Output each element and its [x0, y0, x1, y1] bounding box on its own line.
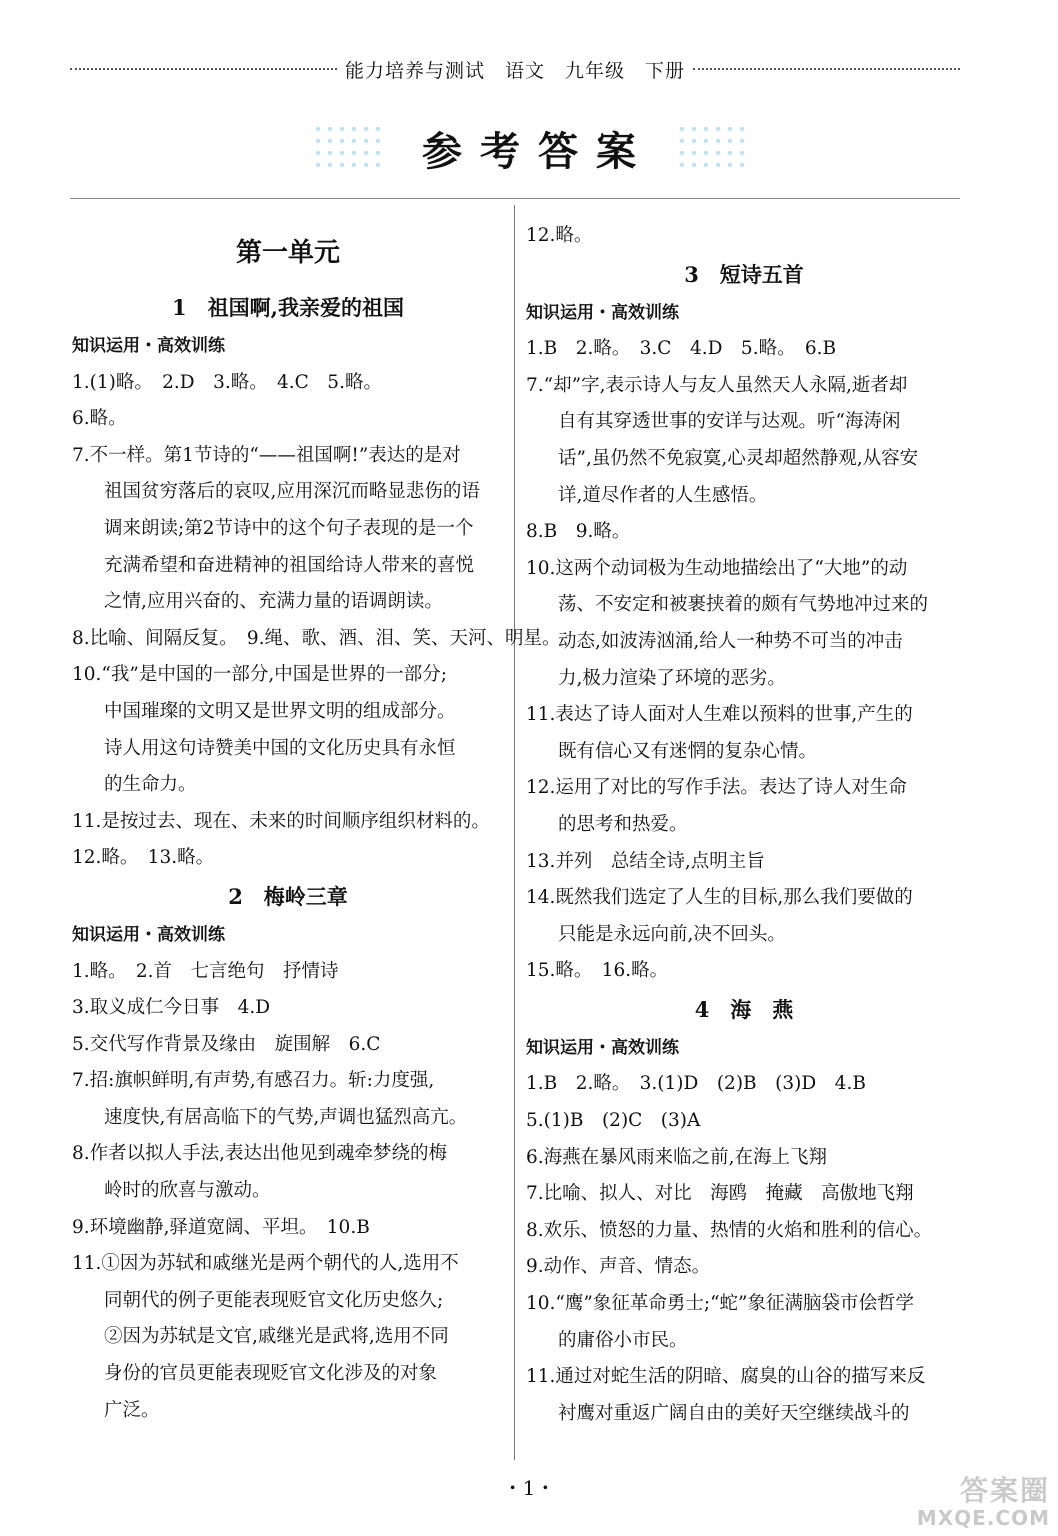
answer-line: 8.作者以拟人手法,表达出他见到魂牵梦绕的梅 — [72, 1143, 448, 1165]
answer-line: 7.招:旗帜鲜明,有声势,有感召力。斩:力度强, — [72, 1070, 435, 1092]
answer-line: 5.(1)B (2)C (3)A — [526, 1110, 701, 1132]
answer-line: 9.动作、声音、情态。 — [526, 1256, 711, 1278]
right-column — [526, 218, 962, 1432]
answer-line: 1.B 2.略。 3.(1)D (2)B (3)D 4.B — [526, 1073, 866, 1095]
answer-line: 3.取义成仁今日事 4.D — [72, 997, 271, 1019]
answer-line-continued: 中国璀璨的文明又是世界文明的组成部分。 — [104, 700, 456, 722]
title-area — [0, 118, 1058, 178]
watermark-logo — [860, 1475, 1050, 1535]
answer-line-continued: 身份的官员更能表现贬官文化涉及的对象 — [104, 1363, 438, 1385]
title-rule — [70, 198, 960, 199]
answer-line: 5.交代写作背景及缘由 旋围解 6.C — [72, 1033, 381, 1055]
answer-line: 15.略。 16.略。 — [526, 960, 669, 982]
answer-line: 11.①因为苏轼和戚继光是两个朝代的人,选用不 — [72, 1253, 459, 1275]
answer-line: 1.(1)略。 2.D 3.略。 4.C 5.略。 — [72, 371, 382, 393]
answer-line-continued: 的庸俗小市民。 — [558, 1329, 688, 1351]
answer-line: 8.欢乐、愤怒的力量、热情的火焰和胜利的信心。 — [526, 1219, 933, 1241]
header-dots-right — [693, 68, 960, 70]
answer-line-continued: 诗人用这句诗赞美中国的文化历史具有永恒 — [104, 737, 456, 759]
answer-line-continued: 速度快,有居高临下的气势,声调也猛烈高亢。 — [104, 1106, 468, 1128]
answer-line: 11.是按过去、现在、未来的时间顺序组织材料的。 — [72, 810, 490, 832]
answer-line: 10.“鹰”象征革命勇士;“蛇”象征满脑袋市侩哲学 — [526, 1293, 914, 1315]
answer-line-continued: ②因为苏轼是文官,戚继光是武将,选用不同 — [104, 1326, 449, 1348]
lesson-heading: 2 梅岭三章 — [228, 883, 348, 909]
answer-line-continued: 详,道尽作者的人生感悟。 — [558, 484, 768, 506]
answer-line-continued: 动态,如波涛汹涌,给人一种势不可当的冲击 — [558, 630, 903, 652]
answer-line: 11.通过对蛇生活的阴暗、腐臭的山谷的描写来反 — [526, 1366, 926, 1388]
column-divider — [514, 205, 515, 1460]
watermark-line1: 答案圈 — [959, 1474, 1050, 1507]
lesson-heading: 1 祖国啊,我亲爱的祖国 — [172, 295, 404, 320]
section-subheading: 知识运用・高效训练 — [72, 924, 225, 945]
answer-line-continued: 的思考和热爱。 — [558, 813, 688, 835]
answer-line-continued: 自有其穿透世事的安详与达观。听“海涛闲 — [558, 411, 901, 433]
header-dots-left — [70, 68, 337, 70]
answer-line: 14.既然我们选定了人生的目标,那么我们要做的 — [526, 887, 913, 909]
answer-line-continued: 之情,应用兴奋的、充满力量的语调朗读。 — [104, 591, 443, 613]
answer-line: 7.“却”字,表示诗人与友人虽然天人永隔,逝者却 — [526, 374, 908, 396]
answer-line-continued: 调来朗读;第2节诗中的这个句子表现的是一个 — [104, 517, 474, 539]
answer-line-continued: 荡、不安定和被裹挟着的颇有气势地冲过来的 — [558, 594, 929, 616]
answer-line-continued: 充满希望和奋进精神的祖国给诗人带来的喜悦 — [104, 554, 475, 576]
answer-line: 6.略。 — [72, 408, 127, 430]
answer-line: 12.略。 — [526, 225, 593, 246]
answer-line-continued: 衬鹰对重返广阔自由的美好天空继续战斗的 — [558, 1402, 910, 1424]
unit-heading: 第一单元 — [235, 238, 340, 268]
watermark-line2: MXQE.COM — [916, 1506, 1050, 1530]
answer-line: 11.表达了诗人面对人生难以预料的世事,产生的 — [526, 704, 913, 726]
answer-line-continued: 岭时的欣喜与激动。 — [104, 1180, 271, 1202]
answer-line: 12.运用了对比的写作手法。表达了诗人对生命 — [526, 777, 907, 799]
answer-line-continued: 话”,虽仍然不免寂寞,心灵却超然静观,从容安 — [558, 447, 919, 469]
section-subheading: 知识运用・高效训练 — [526, 1037, 679, 1058]
left-column — [72, 218, 561, 1429]
answer-line-continued: 的生命力。 — [104, 774, 197, 796]
title-decoration-left — [312, 123, 382, 173]
title-decoration-right — [676, 123, 746, 173]
lesson-heading: 3 短诗五首 — [684, 261, 804, 287]
answer-line-continued: 既有信心又有迷惘的复杂心情。 — [558, 740, 818, 762]
lesson-heading: 4 海 燕 — [694, 996, 794, 1022]
answer-line: 13.并列 总结全诗,点明主旨 — [526, 850, 765, 872]
section-subheading: 知识运用・高效训练 — [526, 302, 679, 323]
answer-line-continued: 力,极力渲染了环境的恶劣。 — [558, 667, 786, 689]
answer-line: 7.比喻、拟人、对比 海鸥 掩藏 高傲地飞翔 — [526, 1183, 914, 1205]
answer-line: 7.不一样。第1节诗的“——祖国啊!”表达的是对 — [72, 444, 461, 466]
answer-line-continued: 祖国贫穷落后的哀叹,应用深沉而略显悲伤的语 — [104, 481, 480, 503]
answer-line: 1.略。 2.首 七言绝句 抒情诗 — [72, 960, 339, 982]
page-title: 参考答案 — [422, 127, 654, 175]
answer-line: 12.略。 13.略。 — [72, 847, 215, 869]
answer-line-continued: 同朝代的例子更能表现贬官文化历史悠久; — [104, 1289, 444, 1311]
answer-line: 10.这两个动词极为生动地描绘出了“大地”的动 — [526, 557, 908, 579]
answer-line: 6.海燕在暴风雨来临之前,在海上飞翔 — [526, 1146, 828, 1168]
answer-line-continued: 广泛。 — [104, 1399, 160, 1421]
answer-line: 10.“我”是中国的一部分,中国是世界的一部分; — [72, 664, 447, 686]
running-header — [70, 54, 960, 84]
answer-line: 1.B 2.略。 3.C 4.D 5.略。 6.B — [526, 338, 837, 360]
answer-line: 8.B 9.略。 — [526, 521, 631, 543]
answer-line-continued: 只能是永远向前,决不回头。 — [558, 923, 786, 945]
answer-line: 9.环境幽静,驿道宽阔、平坦。 10.B — [72, 1216, 370, 1238]
answer-line: 8.比喻、间隔反复。 9.绳、歌、酒、泪、笑、天河、明星。 — [72, 627, 561, 649]
page-number: ・1・ — [502, 1476, 556, 1500]
header-text: 能力培养与测试 语文 九年级 下册 — [345, 59, 686, 82]
section-subheading: 知识运用・高效训练 — [72, 336, 225, 356]
